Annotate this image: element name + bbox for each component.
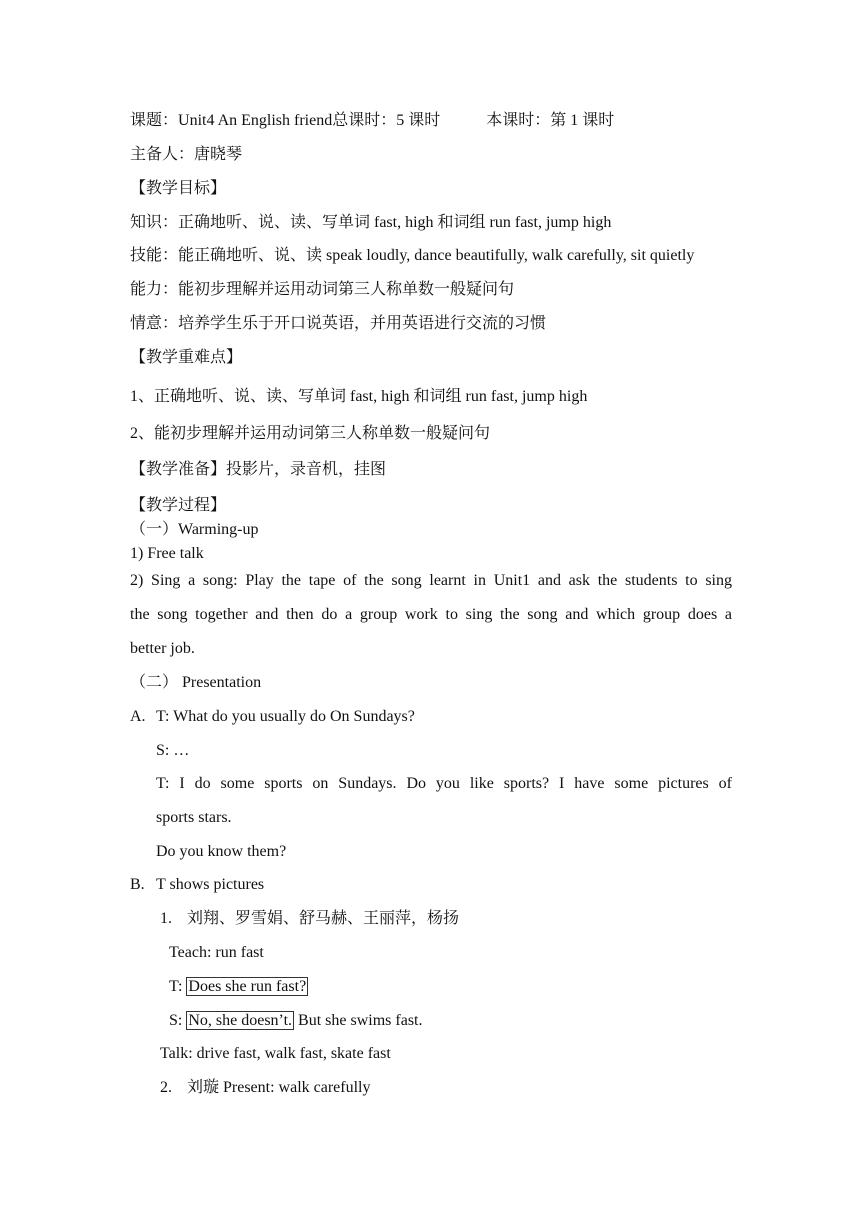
step-a-student: S: … bbox=[156, 742, 190, 759]
objective-skill: 技能：能正确地听、说、读 speak loudly, dance beautifully, walk carefully, sit quietly bbox=[130, 247, 695, 264]
step-b-label: B. bbox=[130, 876, 145, 893]
preparer: 主备人：唐晓琴 bbox=[130, 146, 243, 163]
answer-rest: But she swims fast. bbox=[294, 1012, 423, 1029]
header-line bbox=[130, 111, 614, 131]
boxed-answer: No, she doesn’t. bbox=[188, 1012, 293, 1029]
student-answer-line bbox=[169, 1011, 423, 1031]
b1-number: 1. bbox=[160, 910, 172, 927]
teach-line: Teach: run fast bbox=[169, 944, 264, 961]
topic-label: 课题： bbox=[130, 112, 179, 129]
student-prefix: S: bbox=[169, 1012, 187, 1029]
sing-line-2: the song together and then do a group work to sing the song and which group does a bbox=[130, 606, 732, 623]
step-a-know: Do you know them? bbox=[156, 843, 287, 860]
talk-line: Talk: drive fast, walk fast, skate fast bbox=[160, 1045, 391, 1062]
teacher-question-line bbox=[169, 977, 308, 997]
preparation: 【教学准备】投影片，录音机，挂图 bbox=[130, 461, 387, 478]
b1-names: 刘翔、罗雪娟、舒马赫、王丽萍，杨扬 bbox=[187, 910, 460, 927]
keypoint-item: 2、能初步理解并运用动词第三人称单数一般疑问句 bbox=[130, 425, 491, 442]
b2-number: 2. bbox=[160, 1079, 172, 1096]
keypoint-item: 1、正确地听、说、读、写单词 fast, high 和词组 run fast, jump high bbox=[130, 388, 588, 405]
objectives-heading: 【教学目标】 bbox=[130, 180, 227, 197]
presentation-title: （二） Presentation bbox=[130, 674, 262, 691]
total-hours: 5 课时 bbox=[396, 112, 441, 129]
step-a-teacher-1: T: I do some sports on Sundays. Do you like sports? I have some pictures of bbox=[156, 775, 732, 792]
current-hour: 第 1 课时 bbox=[550, 112, 615, 129]
sing-line-3: better job. bbox=[130, 640, 195, 657]
boxed-question: Does she run fast? bbox=[188, 978, 307, 995]
objective-emotion: 情意：培养学生乐于开口说英语，并用英语进行交流的习惯 bbox=[130, 315, 547, 332]
warmup-title: （一）Warming-up bbox=[130, 521, 259, 538]
step-a-label: A. bbox=[130, 708, 146, 725]
current-label: 本课时： bbox=[486, 112, 551, 129]
sing-line-1: 2) Sing a song: Play the tape of the song learnt in Unit1 and ask the students to sing bbox=[130, 572, 732, 589]
total-label: 总课时： bbox=[332, 112, 397, 129]
step-b-text: T shows pictures bbox=[156, 876, 265, 893]
b2-text: 刘璇 Present: walk carefully bbox=[187, 1079, 371, 1096]
teacher-prefix: T: bbox=[169, 978, 187, 995]
objective-ability: 能力：能初步理解并运用动词第三人称单数一般疑问句 bbox=[130, 281, 515, 298]
topic-title: Unit4 An English friend bbox=[178, 112, 333, 129]
step-a-question: T: What do you usually do On Sundays? bbox=[156, 708, 415, 725]
step-a-teacher-2: sports stars. bbox=[156, 809, 232, 826]
process-heading: 【教学过程】 bbox=[130, 497, 227, 514]
free-talk: 1) Free talk bbox=[130, 545, 204, 562]
objective-knowledge: 知识：正确地听、说、读、写单词 fast, high 和词组 run fast, jump high bbox=[130, 214, 612, 231]
keypoints-heading: 【教学重难点】 bbox=[130, 349, 243, 366]
